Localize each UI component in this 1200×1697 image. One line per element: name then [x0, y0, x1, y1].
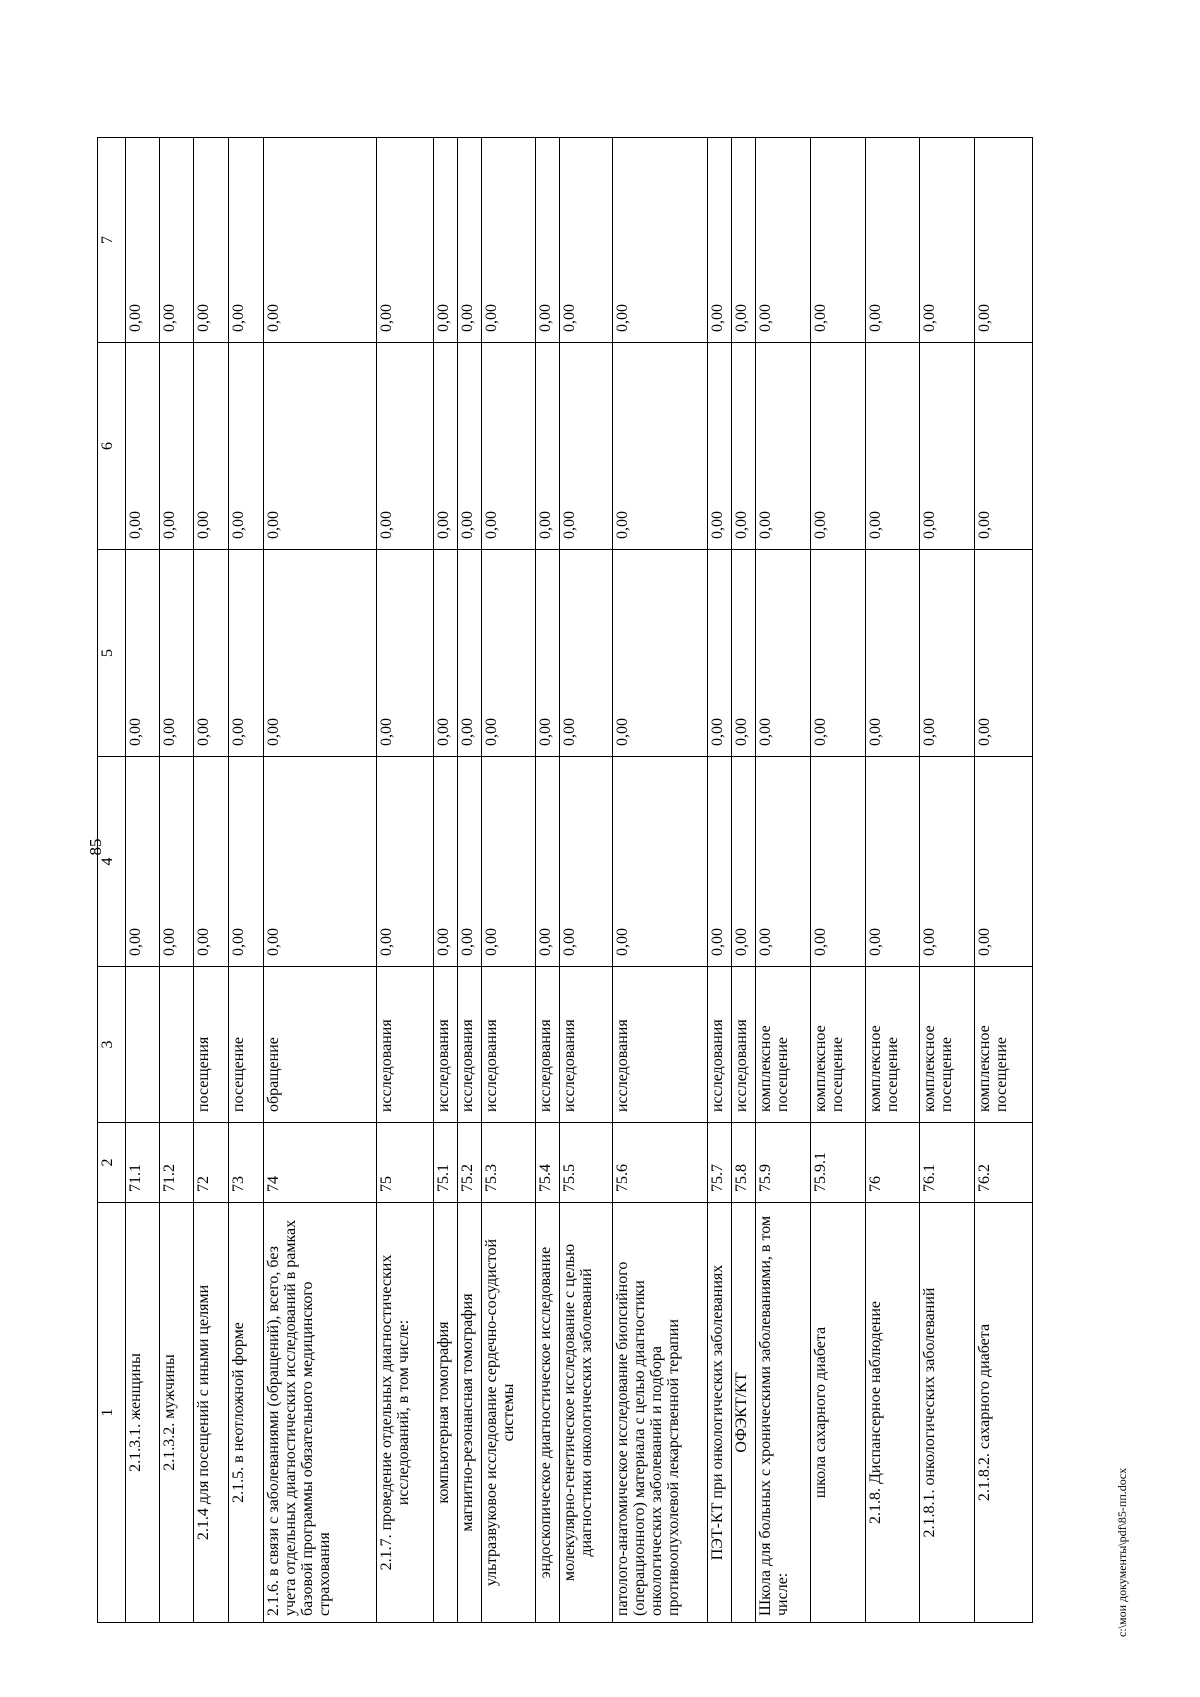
row-name-cell: 2.1.7. проведение отдельных диагностических исследований, в том числе: [376, 1203, 433, 1623]
row-code-cell: 75.5 [559, 1123, 612, 1203]
row-name-cell: 2.1.8.1. онкологических заболеваний [920, 1203, 975, 1623]
row-value-cell: 0,00 [264, 138, 377, 343]
row-code-cell: 76.2 [974, 1123, 1032, 1203]
row-value-cell: 0,00 [559, 138, 612, 343]
row-name-cell: 2.1.3.1. женщины [125, 1203, 159, 1623]
row-name-cell: ПЭТ-КТ при онкологических заболеваниях [707, 1203, 731, 1623]
row-code-cell: 73 [228, 1123, 263, 1203]
row-code-cell: 75.4 [535, 1123, 559, 1203]
row-value-cell: 0,00 [193, 757, 228, 967]
row-unit-cell: исследования [433, 967, 457, 1123]
row-value-cell: 0,00 [458, 550, 482, 757]
row-unit-cell: комплексное посещение [810, 967, 865, 1123]
row-code-cell: 75.7 [707, 1123, 731, 1203]
table-row [920, 138, 975, 1623]
row-unit-cell: комплексное посещение [974, 967, 1032, 1123]
header-cell: 7 [98, 138, 126, 343]
row-value-cell: 0,00 [193, 550, 228, 757]
row-value-cell: 0,00 [433, 138, 457, 343]
row-value-cell: 0,00 [613, 550, 708, 757]
table-row [559, 138, 612, 1623]
row-value-cell: 0,00 [264, 757, 377, 967]
table-row [732, 138, 756, 1623]
row-value-cell: 0,00 [159, 343, 193, 550]
row-value-cell: 0,00 [810, 757, 865, 967]
row-code-cell: 76.1 [920, 1123, 975, 1203]
row-value-cell: 0,00 [707, 138, 731, 343]
row-code-cell: 71.2 [159, 1123, 193, 1203]
row-unit-cell [159, 967, 193, 1123]
row-value-cell: 0,00 [433, 550, 457, 757]
row-value-cell: 0,00 [732, 550, 756, 757]
table-row [707, 138, 731, 1623]
row-code-cell: 74 [264, 1123, 377, 1203]
row-value-cell: 0,00 [756, 343, 811, 550]
row-value-cell: 0,00 [707, 343, 731, 550]
row-value-cell: 0,00 [228, 138, 263, 343]
row-value-cell: 0,00 [865, 343, 920, 550]
row-unit-cell: исследования [732, 967, 756, 1123]
table-row [264, 138, 377, 1623]
row-code-cell: 75 [376, 1123, 433, 1203]
row-value-cell: 0,00 [376, 550, 433, 757]
row-value-cell: 0,00 [376, 757, 433, 967]
row-value-cell: 0,00 [559, 550, 612, 757]
row-value-cell: 0,00 [228, 550, 263, 757]
row-value-cell: 0,00 [974, 550, 1032, 757]
row-value-cell: 0,00 [810, 343, 865, 550]
row-value-cell: 0,00 [707, 550, 731, 757]
row-value-cell: 0,00 [159, 138, 193, 343]
row-code-cell: 75.3 [482, 1123, 535, 1203]
row-name-cell: школа сахарного диабета [810, 1203, 865, 1623]
row-unit-cell: исследования [559, 967, 612, 1123]
row-value-cell: 0,00 [756, 550, 811, 757]
row-value-cell: 0,00 [535, 757, 559, 967]
row-name-cell: магнитно-резонансная томография [458, 1203, 482, 1623]
table-row [125, 138, 159, 1623]
row-value-cell: 0,00 [810, 550, 865, 757]
row-value-cell: 0,00 [482, 757, 535, 967]
row-unit-cell: исследования [458, 967, 482, 1123]
table-row [433, 138, 457, 1623]
row-value-cell: 0,00 [865, 138, 920, 343]
row-value-cell: 0,00 [228, 757, 263, 967]
row-value-cell: 0,00 [458, 138, 482, 343]
row-name-cell: Школа для больных с хроническими заболеваниями, в том числе: [756, 1203, 811, 1623]
row-value-cell: 0,00 [559, 343, 612, 550]
row-value-cell: 0,00 [193, 138, 228, 343]
row-code-cell: 75.9 [756, 1123, 811, 1203]
row-value-cell: 0,00 [433, 343, 457, 550]
row-name-cell: 2.1.6. в связи с заболеваниями (обращений), всего, без учета отдельных диагностических исследований в рамках базовой программы обязательного медицинского страхования [264, 1203, 377, 1623]
row-value-cell: 0,00 [732, 138, 756, 343]
table-row [482, 138, 535, 1623]
row-value-cell: 0,00 [458, 343, 482, 550]
row-value-cell: 0,00 [920, 757, 975, 967]
row-unit-cell: комплексное посещение [920, 967, 975, 1123]
row-value-cell: 0,00 [159, 550, 193, 757]
row-value-cell: 0,00 [865, 550, 920, 757]
row-value-cell: 0,00 [535, 550, 559, 757]
table-row [613, 138, 708, 1623]
row-value-cell: 0,00 [974, 343, 1032, 550]
table-row [865, 138, 920, 1623]
footer-file-path: c:\мои документы\pdf\85-пп.docx [1115, 1467, 1129, 1637]
row-value-cell: 0,00 [559, 757, 612, 967]
table-row [376, 138, 433, 1623]
row-value-cell: 0,00 [125, 550, 159, 757]
row-value-cell: 0,00 [193, 343, 228, 550]
row-unit-cell: исследования [707, 967, 731, 1123]
row-value-cell: 0,00 [613, 138, 708, 343]
row-value-cell: 0,00 [125, 343, 159, 550]
row-value-cell: 0,00 [613, 343, 708, 550]
row-unit-cell: комплексное посещение [865, 967, 920, 1123]
header-cell: 5 [98, 550, 126, 757]
row-value-cell: 0,00 [264, 343, 377, 550]
table-row [193, 138, 228, 1623]
row-code-cell: 72 [193, 1123, 228, 1203]
row-unit-cell: исследования [535, 967, 559, 1123]
row-value-cell: 0,00 [376, 343, 433, 550]
row-value-cell: 0,00 [482, 138, 535, 343]
row-unit-cell: исследования [482, 967, 535, 1123]
row-code-cell: 75.8 [732, 1123, 756, 1203]
row-unit-cell: исследования [376, 967, 433, 1123]
row-unit-cell: посещение [228, 967, 263, 1123]
table-row [458, 138, 482, 1623]
table-row [810, 138, 865, 1623]
table-row [535, 138, 559, 1623]
row-value-cell: 0,00 [433, 757, 457, 967]
row-value-cell: 0,00 [920, 138, 975, 343]
header-cell: 4 [98, 757, 126, 967]
table-row [756, 138, 811, 1623]
row-name-cell: 2.1.8. Диспансерное наблюдение [865, 1203, 920, 1623]
row-unit-cell [125, 967, 159, 1123]
row-name-cell: молекулярно-генетическое исследование с целью диагностики онкологических заболеваний [559, 1203, 612, 1623]
row-value-cell: 0,00 [920, 343, 975, 550]
row-value-cell: 0,00 [125, 757, 159, 967]
row-name-cell: 2.1.8.2. сахарного диабета [974, 1203, 1032, 1623]
row-unit-cell: исследования [613, 967, 708, 1123]
row-unit-cell: обращение [264, 967, 377, 1123]
row-value-cell: 0,00 [756, 757, 811, 967]
row-value-cell: 0,00 [535, 138, 559, 343]
row-unit-cell: комплексное посещение [756, 967, 811, 1123]
row-value-cell: 0,00 [482, 343, 535, 550]
row-value-cell: 0,00 [810, 138, 865, 343]
row-name-cell: 2.1.3.2. мужчины [159, 1203, 193, 1623]
header-cell: 3 [98, 967, 126, 1123]
row-name-cell: ОФЭКТ/КТ [732, 1203, 756, 1623]
row-name-cell: патолого-анатомическое исследование биопсийного (операционного) материала с целью диагностики онкологических заболеваний и подбора противоопухолевой лекарственной терапии [613, 1203, 708, 1623]
row-value-cell: 0,00 [482, 550, 535, 757]
row-value-cell: 0,00 [613, 757, 708, 967]
row-code-cell: 75.9.1 [810, 1123, 865, 1203]
table-row [228, 138, 263, 1623]
row-value-cell: 0,00 [732, 343, 756, 550]
header-cell: 2 [98, 1123, 126, 1203]
row-code-cell: 75.2 [458, 1123, 482, 1203]
row-value-cell: 0,00 [264, 550, 377, 757]
row-value-cell: 0,00 [756, 138, 811, 343]
row-value-cell: 0,00 [535, 343, 559, 550]
page-number: 85 [86, 838, 105, 856]
row-value-cell: 0,00 [228, 343, 263, 550]
row-code-cell: 75.1 [433, 1123, 457, 1203]
row-value-cell: 0,00 [376, 138, 433, 343]
row-unit-cell: посещения [193, 967, 228, 1123]
table-header-row [98, 138, 126, 1623]
row-value-cell: 0,00 [125, 138, 159, 343]
row-value-cell: 0,00 [974, 757, 1032, 967]
row-value-cell: 0,00 [707, 757, 731, 967]
row-name-cell: компьютерная томография [433, 1203, 457, 1623]
row-code-cell: 75.6 [613, 1123, 708, 1203]
table-row [159, 138, 193, 1623]
row-name-cell: 2.1.4 для посещений с иными целями [193, 1203, 228, 1623]
row-value-cell: 0,00 [159, 757, 193, 967]
table-row [974, 138, 1032, 1623]
row-value-cell: 0,00 [732, 757, 756, 967]
row-code-cell: 71.1 [125, 1123, 159, 1203]
row-value-cell: 0,00 [920, 550, 975, 757]
row-name-cell: ультразвуковое исследование сердечно-сосудистой системы [482, 1203, 535, 1623]
row-name-cell: эндоскопическое диагностическое исследование [535, 1203, 559, 1623]
row-value-cell: 0,00 [865, 757, 920, 967]
header-cell: 6 [98, 343, 126, 550]
row-name-cell: 2.1.5. в неотложной форме [228, 1203, 263, 1623]
data-table [97, 137, 1033, 1623]
row-value-cell: 0,00 [974, 138, 1032, 343]
row-code-cell: 76 [865, 1123, 920, 1203]
row-value-cell: 0,00 [458, 757, 482, 967]
header-cell: 1 [98, 1203, 126, 1623]
